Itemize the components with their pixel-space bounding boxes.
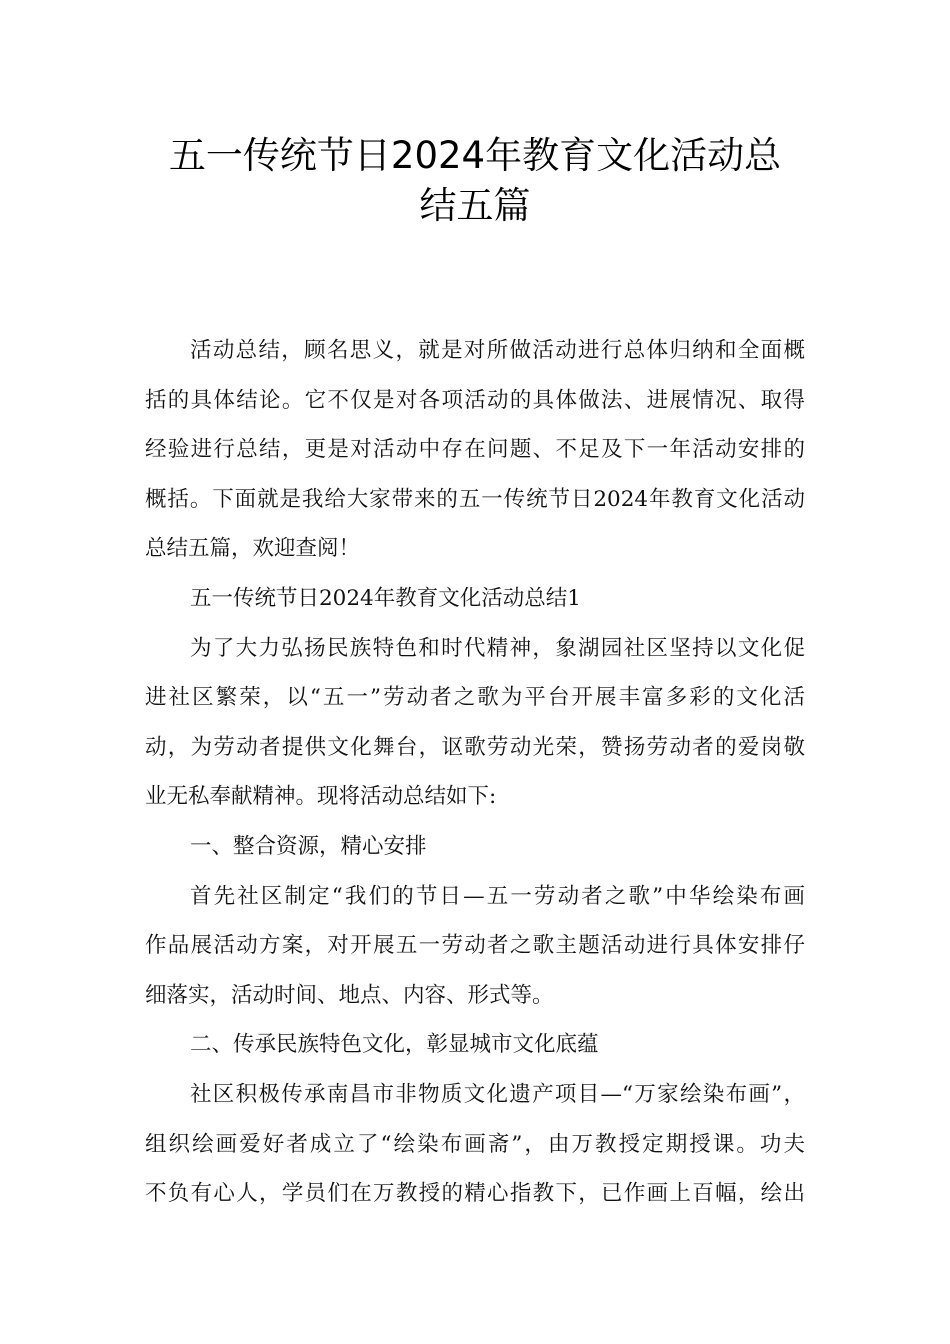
paragraph-2-line-1: 首先社区制定“我们的节日—五一劳动者之歌”中华绘染布画 — [190, 884, 805, 909]
paragraph-1-line-3: 动，为劳动者提供文化舞台，讴歌劳动光荣，赞扬劳动者的爱岗敬 — [145, 735, 805, 760]
paragraph-intro-line-2: 括的具体结论。它不仅是对各项活动的具体做法、进展情况、取得 — [145, 388, 805, 413]
section-heading-1: 五一传统节日2024年教育文化活动总结1 — [190, 586, 581, 611]
paragraph-intro-line-5: 总结五篇，欢迎查阅！ — [145, 536, 361, 561]
paragraph-3-line-3: 不负有心人，学员们在万教授的精心指教下，已作画上百幅，绘出 — [145, 1181, 805, 1206]
paragraph-1-line-4: 业无私奉献精神。现将活动总结如下: — [145, 784, 497, 809]
paragraph-intro-line-1: 活动总结，顾名思义，就是对所做活动进行总体归纳和全面概 — [190, 338, 805, 363]
paragraph-intro-line-4: 概括。下面就是我给大家带来的五一传统节日2024年教育文化活动 — [145, 487, 805, 512]
paragraph-2-line-2: 作品展活动方案，对开展五一劳动者之歌主题活动进行具体安排仔 — [145, 933, 805, 958]
paragraph-3-line-1: 社区积极传承南昌市非物质文化遗产项目—“万家绘染布画”， — [190, 1082, 805, 1107]
subheading-1: 一、整合资源，精心安排 — [190, 834, 427, 859]
paragraph-1-line-2: 进社区繁荣，以“五一”劳动者之歌为平台开展丰富多彩的文化活 — [145, 685, 805, 710]
document-title-line-1: 五一传统节日2024年教育文化活动总 — [168, 134, 782, 177]
paragraph-2-line-3: 细落实，活动时间、地点、内容、形式等。 — [145, 983, 554, 1008]
subheading-2: 二、传承民族特色文化，彰显城市文化底蕴 — [190, 1032, 599, 1057]
paragraph-1-line-1: 为了大力弘扬民族特色和时代精神，象湖园社区坚持以文化促 — [190, 636, 805, 661]
paragraph-3-line-2: 组织绘画爱好者成立了“绘染布画斋”，由万教授定期授课。功夫 — [145, 1132, 805, 1157]
paragraph-intro-line-3: 经验进行总结，更是对活动中存在问题、不足及下一年活动安排的 — [145, 437, 805, 462]
document-title-line-2: 结五篇 — [419, 184, 531, 227]
